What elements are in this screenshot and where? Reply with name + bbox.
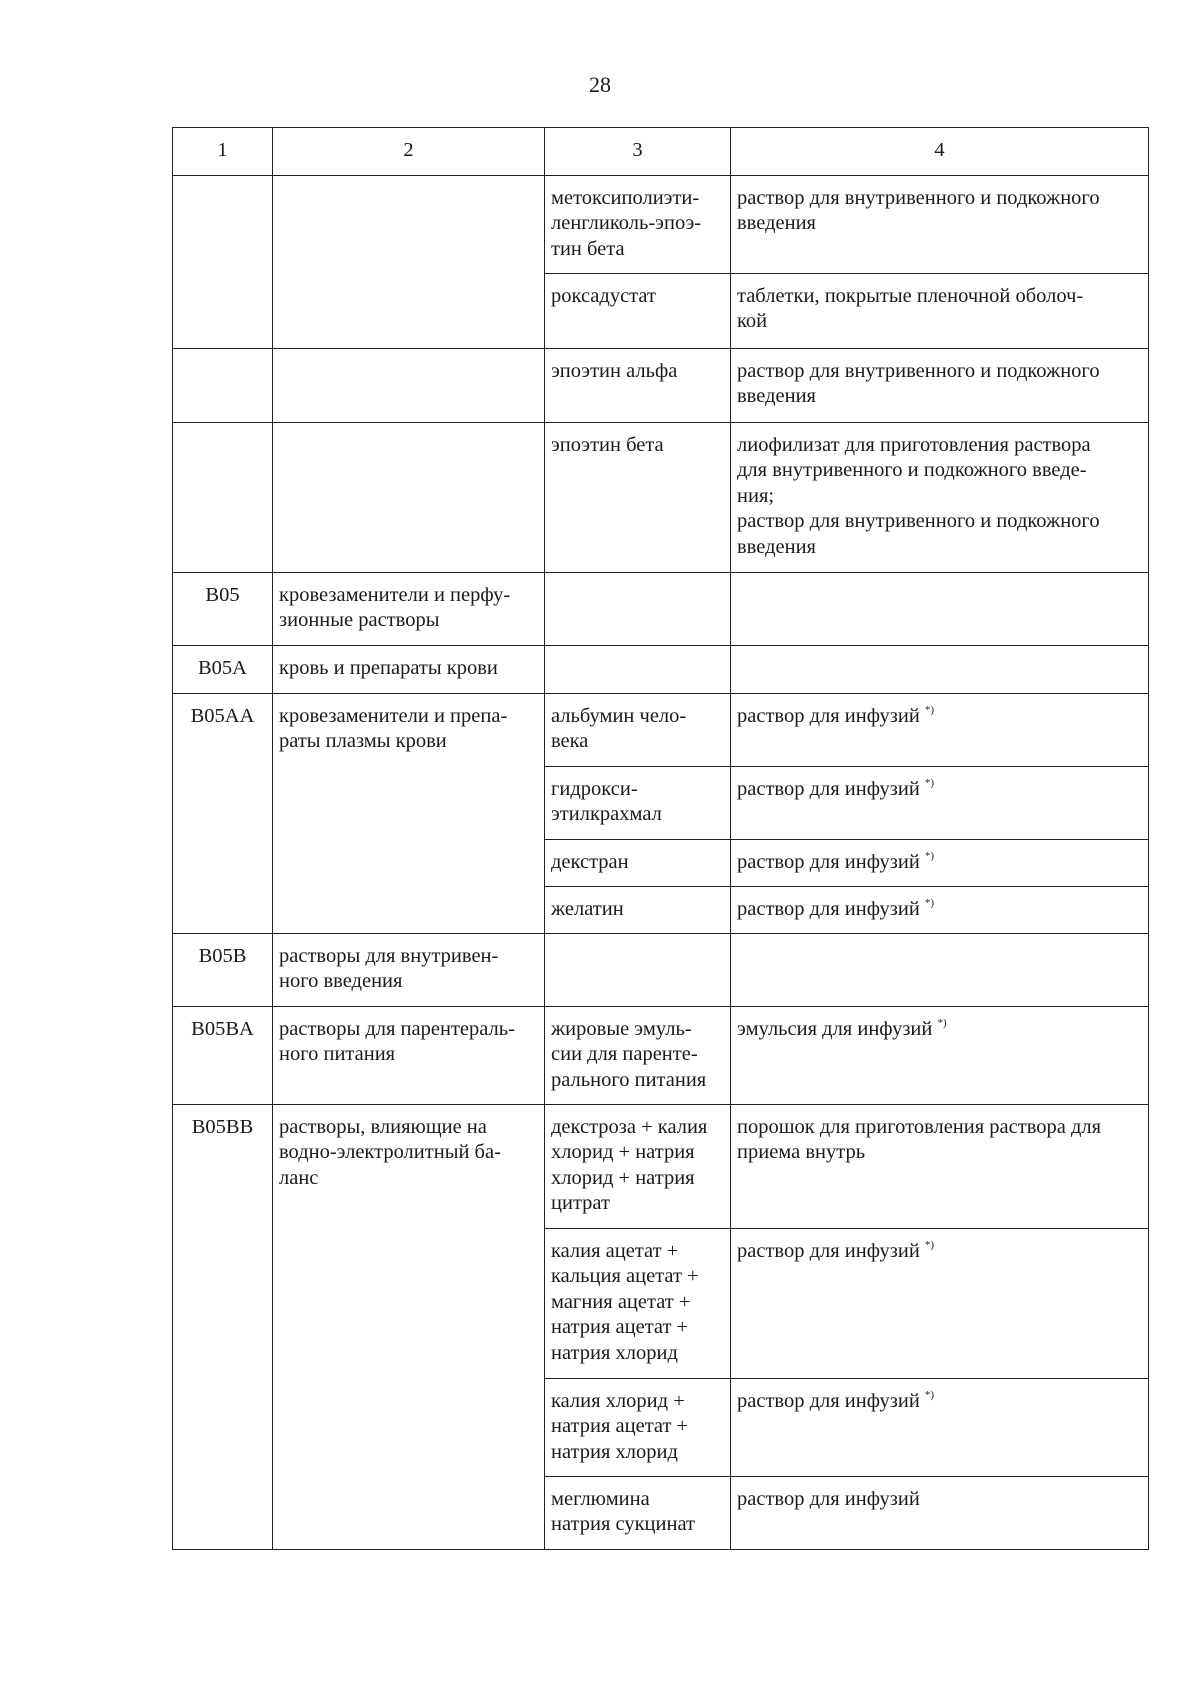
footnote-mark: *) <box>924 703 935 716</box>
footnote-mark: *) <box>924 776 935 789</box>
group-cell: кровь и препараты крови <box>273 645 545 693</box>
form-text: раствор для инфузий <box>737 897 925 920</box>
atc-code-cell: B05A <box>173 645 273 693</box>
drug-cell <box>545 933 731 1006</box>
form-text: раствор для внутривенного и подкожного введения <box>737 359 1100 407</box>
form-cell <box>731 572 1149 645</box>
drug-cell: меглюмина натрия сукцинат <box>545 1476 731 1549</box>
group-cell: кровезаменители и препа- раты плазмы крови <box>273 693 545 933</box>
form-cell <box>731 766 1149 839</box>
form-text: раствор для внутривенного и подкожного введения <box>737 186 1100 234</box>
table-row <box>173 572 1149 645</box>
form-cell <box>731 1104 1149 1228</box>
group-cell: растворы для парентераль- ного питания <box>273 1006 545 1104</box>
drug-cell: гидрокси- этилкрахмал <box>545 766 731 839</box>
drug-cell: альбумин чело- века <box>545 693 731 766</box>
form-cell <box>731 839 1149 886</box>
form-text: эмульсия для инфузий <box>737 1017 938 1040</box>
table-header-row <box>173 128 1149 176</box>
table-row <box>173 422 1149 572</box>
table-row <box>173 1006 1149 1104</box>
drug-cell: эпоэтин бета <box>545 422 731 572</box>
form-text: раствор для инфузий <box>737 1389 925 1412</box>
atc-code-cell: B05BB <box>173 1104 273 1549</box>
column-header: 3 <box>545 128 731 176</box>
footnote-mark: *) <box>924 849 935 862</box>
column-header: 4 <box>731 128 1149 176</box>
form-cell <box>731 1006 1149 1104</box>
column-header: 2 <box>273 128 545 176</box>
drug-cell: желатин <box>545 886 731 933</box>
form-text: лиофилизат для приготовления раствора для внутривенного и подкожного введе- ния; раствор для внутривенного и подкожного введения <box>737 433 1100 558</box>
form-cell <box>731 273 1149 348</box>
form-cell <box>731 1228 1149 1378</box>
atc-code-cell <box>173 348 273 422</box>
form-text: порошок для приготовления раствора для приема внутрь <box>737 1115 1102 1163</box>
atc-code-cell <box>173 175 273 348</box>
atc-code-cell: B05 <box>173 572 273 645</box>
group-cell: растворы для внутривен- ного введения <box>273 933 545 1006</box>
group-cell <box>273 422 545 572</box>
drug-cell: метоксиполиэти- ленгликоль-эпоэ- тин бета <box>545 175 731 273</box>
drug-cell <box>545 645 731 693</box>
drug-cell: роксадустат <box>545 273 731 348</box>
table-row <box>173 1104 1149 1228</box>
drug-cell: жировые эмуль- сии для паренте- рального питания <box>545 1006 731 1104</box>
form-cell <box>731 175 1149 273</box>
footnote-mark: *) <box>937 1016 947 1029</box>
table-row <box>173 645 1149 693</box>
form-cell <box>731 933 1149 1006</box>
atc-code-cell <box>173 422 273 572</box>
form-cell <box>731 1378 1149 1476</box>
table-row <box>173 348 1149 422</box>
table-row <box>173 175 1149 273</box>
group-cell <box>273 348 545 422</box>
atc-code-cell: B05AA <box>173 693 273 933</box>
form-text: раствор для инфузий <box>737 704 925 727</box>
table-row <box>173 693 1149 766</box>
table-row <box>173 933 1149 1006</box>
group-cell: кровезаменители и перфу- зионные растворы <box>273 572 545 645</box>
form-text: раствор для инфузий <box>737 850 925 873</box>
form-cell <box>731 645 1149 693</box>
form-cell <box>731 1476 1149 1549</box>
drug-cell: калия ацетат + кальция ацетат + магния ацетат + натрия ацетат + натрия хлорид <box>545 1228 731 1378</box>
footnote-mark: *) <box>924 1238 935 1251</box>
footnote-mark: *) <box>924 1388 935 1401</box>
column-header: 1 <box>173 128 273 176</box>
atc-code-cell: B05BA <box>173 1006 273 1104</box>
form-cell <box>731 422 1149 572</box>
form-text: таблетки, покрытые пленочной оболоч- кой <box>737 284 1084 332</box>
drug-cell: калия хлорид + натрия ацетат + натрия хлорид <box>545 1378 731 1476</box>
page-number: 28 <box>589 72 611 97</box>
atc-code-cell: B05B <box>173 933 273 1006</box>
form-text: раствор для инфузий <box>737 1239 925 1262</box>
group-cell: растворы, влияющие на водно-электролитный ба- ланс <box>273 1104 545 1549</box>
drug-cell <box>545 572 731 645</box>
group-cell <box>273 175 545 348</box>
form-cell <box>731 348 1149 422</box>
footnote-mark: *) <box>924 896 935 909</box>
form-text: раствор для инфузий <box>737 1487 920 1510</box>
form-text: раствор для инфузий <box>737 777 925 800</box>
drug-cell: эпоэтин альфа <box>545 348 731 422</box>
form-cell <box>731 886 1149 933</box>
form-cell <box>731 693 1149 766</box>
drug-cell: декстран <box>545 839 731 886</box>
drug-cell: декстроза + калия хлорид + натрия хлорид + натрия цитрат <box>545 1104 731 1228</box>
drug-table <box>172 127 1149 1550</box>
